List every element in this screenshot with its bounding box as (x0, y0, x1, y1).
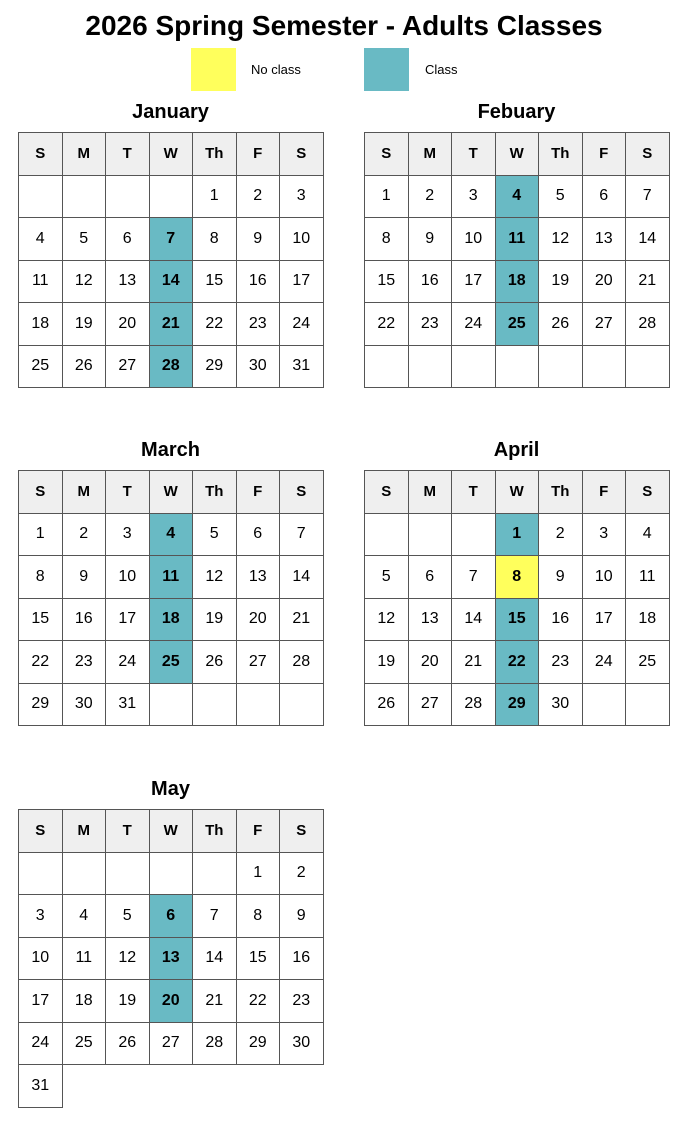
day-cell: 16 (539, 598, 583, 641)
day-cell: 9 (408, 218, 452, 261)
calendar-april (364, 470, 670, 726)
class-day-cell: 25 (149, 641, 193, 684)
class-day-cell: 4 (495, 175, 539, 218)
weekday-header: T (106, 471, 150, 514)
weekday-header: Th (193, 133, 237, 176)
day-cell: 2 (236, 175, 280, 218)
empty-day-cell (365, 345, 409, 388)
weekday-header: S (19, 810, 63, 853)
day-cell: 11 (62, 937, 106, 980)
weekday-header-row (19, 133, 324, 176)
day-cell: 27 (236, 641, 280, 684)
day-cell: 10 (106, 556, 150, 599)
day-cell: 21 (452, 641, 496, 684)
class-day-cell: 6 (149, 895, 193, 938)
empty-day-cell (408, 513, 452, 556)
weekday-header-row (365, 471, 670, 514)
day-cell: 25 (62, 1022, 106, 1065)
day-cell: 10 (280, 218, 324, 261)
legend-class-swatch (364, 48, 409, 91)
day-cell: 26 (106, 1022, 150, 1065)
day-cell: 5 (193, 513, 237, 556)
day-cell: 7 (280, 513, 324, 556)
class-day-cell: 13 (149, 937, 193, 980)
day-cell: 28 (626, 303, 670, 346)
day-cell: 18 (626, 598, 670, 641)
day-cell: 19 (106, 980, 150, 1023)
day-cell: 4 (62, 895, 106, 938)
empty-day-cell (365, 513, 409, 556)
day-cell: 28 (193, 1022, 237, 1065)
day-cell: 13 (236, 556, 280, 599)
class-day-cell: 14 (149, 260, 193, 303)
empty-day-cell (106, 852, 150, 895)
calendar-february (364, 132, 670, 388)
weekday-header: M (408, 471, 452, 514)
empty-space (149, 1065, 193, 1108)
day-cell: 5 (365, 556, 409, 599)
day-cell: 23 (539, 641, 583, 684)
week-row (19, 852, 324, 895)
day-cell: 17 (19, 980, 63, 1023)
empty-space (62, 1065, 106, 1108)
day-cell: 24 (106, 641, 150, 684)
class-day-cell: 11 (149, 556, 193, 599)
week-row (19, 641, 324, 684)
day-cell: 29 (236, 1022, 280, 1065)
empty-day-cell (19, 852, 63, 895)
day-cell: 24 (582, 641, 626, 684)
month-title-may: May (151, 778, 190, 800)
class-day-cell: 11 (495, 218, 539, 261)
day-cell: 9 (539, 556, 583, 599)
day-cell: 11 (19, 260, 63, 303)
day-cell: 27 (149, 1022, 193, 1065)
day-cell: 25 (19, 345, 63, 388)
week-row (19, 345, 324, 388)
week-row (19, 218, 324, 261)
day-cell: 24 (280, 303, 324, 346)
day-cell: 3 (280, 175, 324, 218)
weekday-header-row (365, 133, 670, 176)
day-cell: 9 (62, 556, 106, 599)
day-cell: 3 (582, 513, 626, 556)
day-cell: 10 (582, 556, 626, 599)
day-cell: 12 (193, 556, 237, 599)
class-day-cell: 25 (495, 303, 539, 346)
day-cell: 12 (365, 598, 409, 641)
day-cell: 22 (365, 303, 409, 346)
week-row (19, 303, 324, 346)
day-cell: 13 (106, 260, 150, 303)
empty-day-cell (626, 683, 670, 726)
day-cell: 13 (582, 218, 626, 261)
empty-day-cell (582, 345, 626, 388)
class-day-cell: 4 (149, 513, 193, 556)
day-cell: 19 (62, 303, 106, 346)
day-cell: 2 (539, 513, 583, 556)
weekday-header: M (62, 810, 106, 853)
day-cell: 5 (106, 895, 150, 938)
empty-day-cell (149, 852, 193, 895)
day-cell: 27 (408, 683, 452, 726)
day-cell: 15 (19, 598, 63, 641)
day-cell: 8 (365, 218, 409, 261)
month-title-february: Febuary (477, 101, 556, 123)
empty-day-cell (495, 345, 539, 388)
class-day-cell: 18 (495, 260, 539, 303)
month-title-april: April (493, 439, 540, 461)
empty-space (193, 1065, 237, 1108)
day-cell: 20 (408, 641, 452, 684)
week-row (19, 895, 324, 938)
empty-day-cell (626, 345, 670, 388)
empty-day-cell (539, 345, 583, 388)
weekday-header: F (236, 133, 280, 176)
week-row (19, 513, 324, 556)
week-row (365, 303, 670, 346)
class-day-cell: 29 (495, 683, 539, 726)
week-row (365, 556, 670, 599)
weekday-header: F (236, 471, 280, 514)
week-row (365, 641, 670, 684)
weekday-header-row (19, 471, 324, 514)
week-row (19, 980, 324, 1023)
day-cell: 1 (236, 852, 280, 895)
week-row (19, 260, 324, 303)
day-cell: 29 (193, 345, 237, 388)
weekday-header: F (236, 810, 280, 853)
day-cell: 23 (280, 980, 324, 1023)
day-cell: 23 (62, 641, 106, 684)
empty-day-cell (236, 683, 280, 726)
day-cell: 14 (626, 218, 670, 261)
day-cell: 28 (452, 683, 496, 726)
day-cell: 3 (452, 175, 496, 218)
day-cell: 17 (582, 598, 626, 641)
weekday-header: W (149, 133, 193, 176)
day-cell: 17 (452, 260, 496, 303)
day-cell: 23 (408, 303, 452, 346)
weekday-header: W (495, 471, 539, 514)
empty-day-cell (193, 683, 237, 726)
day-cell: 10 (19, 937, 63, 980)
day-cell: 11 (626, 556, 670, 599)
weekday-header: F (582, 133, 626, 176)
day-cell: 1 (193, 175, 237, 218)
day-cell: 20 (236, 598, 280, 641)
day-cell: 31 (19, 1065, 63, 1108)
day-cell: 21 (626, 260, 670, 303)
legend-no-class-label: No class (251, 62, 301, 77)
class-day-cell: 28 (149, 345, 193, 388)
day-cell: 5 (62, 218, 106, 261)
day-cell: 15 (193, 260, 237, 303)
day-cell: 28 (280, 641, 324, 684)
day-cell: 18 (62, 980, 106, 1023)
weekday-header: S (280, 133, 324, 176)
page-title: 2026 Spring Semester - Adults Classes (85, 10, 603, 41)
day-cell: 14 (280, 556, 324, 599)
day-cell: 30 (62, 683, 106, 726)
day-cell: 9 (236, 218, 280, 261)
weekday-header: T (106, 133, 150, 176)
day-cell: 3 (106, 513, 150, 556)
week-row (19, 683, 324, 726)
day-cell: 12 (106, 937, 150, 980)
day-cell: 31 (280, 345, 324, 388)
day-cell: 8 (193, 218, 237, 261)
week-row (19, 937, 324, 980)
day-cell: 16 (280, 937, 324, 980)
day-cell: 2 (280, 852, 324, 895)
day-cell: 26 (365, 683, 409, 726)
weekday-header: S (280, 810, 324, 853)
day-cell: 24 (452, 303, 496, 346)
day-cell: 25 (626, 641, 670, 684)
day-cell: 17 (106, 598, 150, 641)
class-day-cell: 21 (149, 303, 193, 346)
weekday-header: M (408, 133, 452, 176)
day-cell: 2 (62, 513, 106, 556)
day-cell: 8 (236, 895, 280, 938)
week-row (365, 218, 670, 261)
day-cell: 20 (582, 260, 626, 303)
day-cell: 22 (193, 303, 237, 346)
day-cell: 19 (193, 598, 237, 641)
day-cell: 9 (280, 895, 324, 938)
empty-day-cell (106, 175, 150, 218)
day-cell: 19 (539, 260, 583, 303)
day-cell: 29 (19, 683, 63, 726)
class-day-cell: 18 (149, 598, 193, 641)
day-cell: 3 (19, 895, 63, 938)
weekday-header: S (626, 471, 670, 514)
day-cell: 14 (193, 937, 237, 980)
weekday-header: M (62, 471, 106, 514)
weekday-header-row (19, 810, 324, 853)
no-class-day-cell: 8 (495, 556, 539, 599)
class-day-cell: 20 (149, 980, 193, 1023)
weekday-header: S (365, 471, 409, 514)
day-cell: 22 (19, 641, 63, 684)
day-cell: 7 (193, 895, 237, 938)
class-day-cell: 7 (149, 218, 193, 261)
week-row (19, 1065, 324, 1108)
week-row (365, 175, 670, 218)
empty-day-cell (19, 175, 63, 218)
month-title-january: January (132, 101, 209, 123)
month-title-march: March (141, 439, 200, 461)
day-cell: 24 (19, 1022, 63, 1065)
day-cell: 15 (236, 937, 280, 980)
class-day-cell: 22 (495, 641, 539, 684)
day-cell: 18 (19, 303, 63, 346)
weekday-header: W (149, 810, 193, 853)
day-cell: 22 (236, 980, 280, 1023)
class-day-cell: 15 (495, 598, 539, 641)
day-cell: 6 (408, 556, 452, 599)
day-cell: 16 (408, 260, 452, 303)
weekday-header: S (19, 133, 63, 176)
weekday-header: S (626, 133, 670, 176)
day-cell: 6 (236, 513, 280, 556)
day-cell: 16 (62, 598, 106, 641)
empty-day-cell (149, 683, 193, 726)
week-row (365, 260, 670, 303)
calendar-may (18, 809, 324, 1108)
day-cell: 12 (539, 218, 583, 261)
day-cell: 30 (236, 345, 280, 388)
week-row (19, 175, 324, 218)
day-cell: 14 (452, 598, 496, 641)
week-row (19, 1022, 324, 1065)
week-row (365, 683, 670, 726)
weekday-header: T (452, 471, 496, 514)
weekday-header: Th (193, 471, 237, 514)
day-cell: 6 (582, 175, 626, 218)
day-cell: 13 (408, 598, 452, 641)
empty-day-cell (62, 175, 106, 218)
empty-day-cell (149, 175, 193, 218)
day-cell: 27 (582, 303, 626, 346)
weekday-header: M (62, 133, 106, 176)
day-cell: 30 (280, 1022, 324, 1065)
day-cell: 6 (106, 218, 150, 261)
day-cell: 15 (365, 260, 409, 303)
weekday-header: F (582, 471, 626, 514)
empty-space (106, 1065, 150, 1108)
empty-day-cell (408, 345, 452, 388)
day-cell: 30 (539, 683, 583, 726)
day-cell: 7 (626, 175, 670, 218)
calendar-january (18, 132, 324, 388)
empty-space (280, 1065, 324, 1108)
empty-day-cell (582, 683, 626, 726)
weekday-header: S (365, 133, 409, 176)
empty-day-cell (452, 513, 496, 556)
day-cell: 31 (106, 683, 150, 726)
weekday-header: T (106, 810, 150, 853)
empty-day-cell (452, 345, 496, 388)
weekday-header: W (495, 133, 539, 176)
day-cell: 12 (62, 260, 106, 303)
legend-no-class-swatch (191, 48, 236, 91)
day-cell: 8 (19, 556, 63, 599)
day-cell: 4 (19, 218, 63, 261)
empty-day-cell (193, 852, 237, 895)
week-row (365, 345, 670, 388)
empty-space (236, 1065, 280, 1108)
day-cell: 21 (193, 980, 237, 1023)
week-row (19, 556, 324, 599)
day-cell: 10 (452, 218, 496, 261)
week-row (365, 513, 670, 556)
empty-day-cell (62, 852, 106, 895)
day-cell: 20 (106, 303, 150, 346)
legend-class-label: Class (425, 62, 458, 77)
day-cell: 19 (365, 641, 409, 684)
day-cell: 1 (365, 175, 409, 218)
day-cell: 26 (193, 641, 237, 684)
weekday-header: T (452, 133, 496, 176)
weekday-header: W (149, 471, 193, 514)
day-cell: 23 (236, 303, 280, 346)
weekday-header: Th (539, 133, 583, 176)
day-cell: 5 (539, 175, 583, 218)
day-cell: 2 (408, 175, 452, 218)
day-cell: 21 (280, 598, 324, 641)
day-cell: 26 (539, 303, 583, 346)
week-row (19, 598, 324, 641)
weekday-header: S (19, 471, 63, 514)
day-cell: 16 (236, 260, 280, 303)
weekday-header: S (280, 471, 324, 514)
calendar-march (18, 470, 324, 726)
weekday-header: Th (539, 471, 583, 514)
day-cell: 26 (62, 345, 106, 388)
class-day-cell: 1 (495, 513, 539, 556)
week-row (365, 598, 670, 641)
day-cell: 4 (626, 513, 670, 556)
day-cell: 7 (452, 556, 496, 599)
empty-day-cell (280, 683, 324, 726)
day-cell: 27 (106, 345, 150, 388)
weekday-header: Th (193, 810, 237, 853)
day-cell: 17 (280, 260, 324, 303)
day-cell: 1 (19, 513, 63, 556)
